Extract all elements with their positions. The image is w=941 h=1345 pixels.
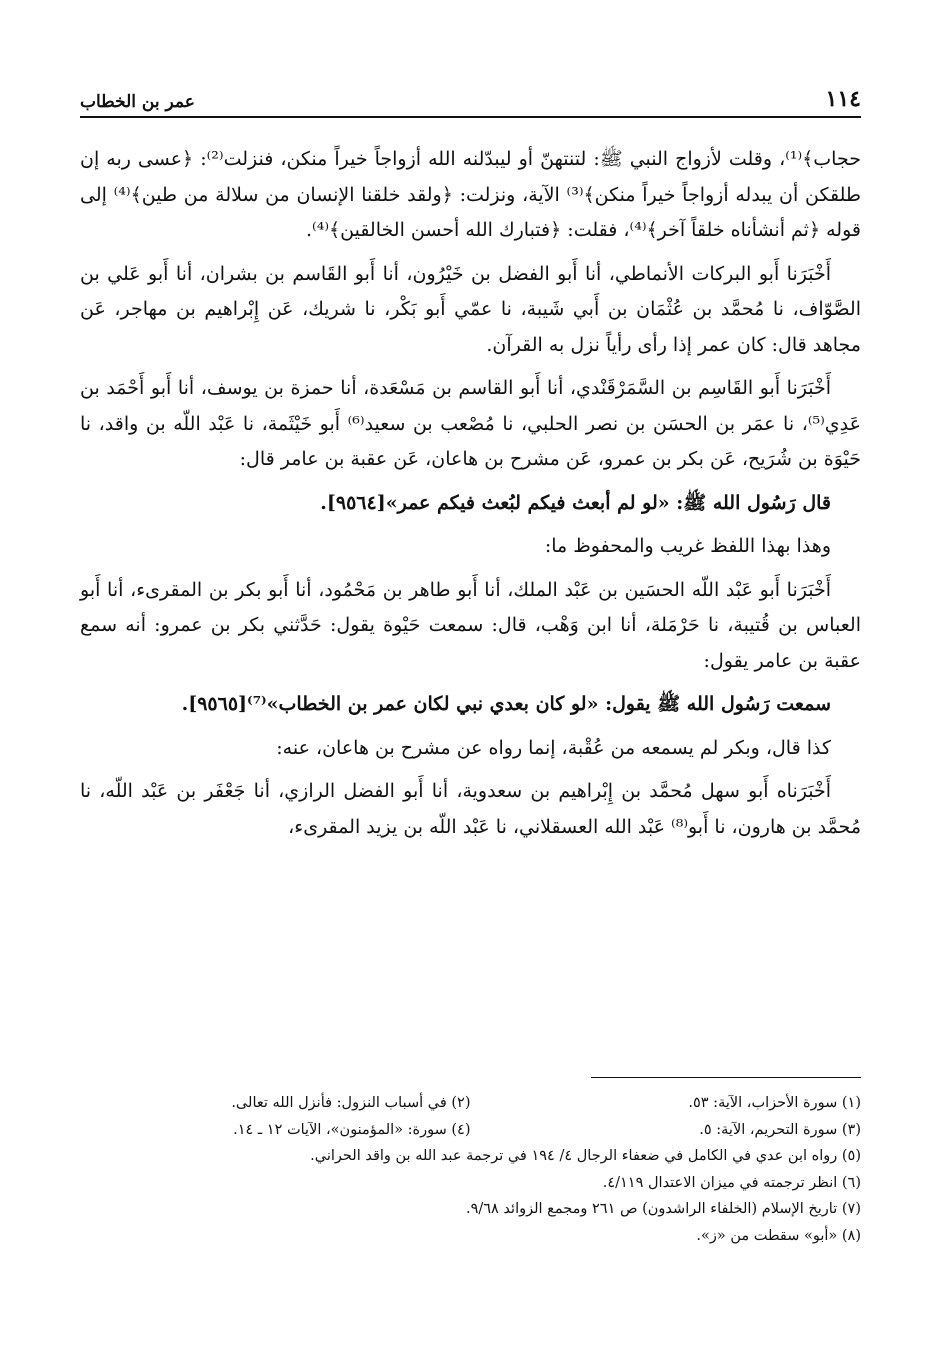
paragraph-1: حجاب﴾⁽¹⁾، وقلت لأزواج النبي ﷺ: لتنتهنّ أو ليبدّلنه الله أزواجاً خيراً منكن، فنزلت⁽²⁾: ﴿عسى ربه إن طلقكن أن يبدله أزواجاً خيراً منكن﴾⁽³⁾ الآية، ونزلت: ﴿ولقد خلقنا الإنسان من سلالة من طين﴾⁽⁴⁾ إلى قوله ﴿ثم أنشأناه خلقاً آخر﴾⁽⁴⁾، فقلت: ﴿فتبارك الله أحسن الخالقين﴾⁽⁴⁾. xyxy=(80,148,861,241)
footnote-2: (٢) في أسباب النزول: فأنزل الله تعالى. xyxy=(231,1095,471,1111)
footnote-3: (٣) سورة التحريم، الآية: ٥. xyxy=(699,1121,861,1138)
footnote-row xyxy=(80,1117,861,1144)
footnote-8: (٨) «أبو» سقطت من «ز». xyxy=(696,1227,861,1244)
footnote-1: (١) سورة الأحزاب، الآية: ٥٣. xyxy=(688,1095,861,1111)
hadith-quote-2: سمعت رَسُول الله ﷺ يقول: «لو كان بعدي نبي لكان عمر بن الخطاب»⁽⁷⁾[٩٥٦٥]. xyxy=(181,693,831,715)
paragraph-8: كذا قال، وبكر لم يسمعه من عُقْبة، إنما رواه عن مشرح بن هاعان، عنه: xyxy=(276,736,831,759)
hadith-quote-1: قال رَسُول الله ﷺ: «لو لم أبعث فيكم لبُعث فيكم عمر»[٩٥٦٤]. xyxy=(320,491,831,514)
running-title: عمر بن الخطاب xyxy=(80,92,195,112)
footnote-5: (٥) رواه ابن عدي في الكامل في ضعفاء الرجال ٤/ ١٩٤ في ترجمة عبد الله بن واقد الحراني. xyxy=(310,1148,861,1164)
footnote-divider xyxy=(591,1077,861,1078)
page-number: ١١٤ xyxy=(825,86,861,112)
paragraph-9: أَخْبَرَناه أَبو سهل مُحمَّد بن إِبْراهيم بن سعدوية، أنا أَبو الفضل الرازي، أنا جَعْفَر بن عَبْد اللّه، نا مُحمَّد بن هارون، نا أَبو⁽⁸⁾ عَبْد الله العسقلاني، نا عَبْد اللّه بن يزيد المقرىء، xyxy=(80,780,861,838)
footnote-6: (٦) انظر ترجمته في ميزان الاعتدال ٤/١١٩. xyxy=(602,1174,861,1191)
page-header xyxy=(80,78,861,118)
paragraph-2: أَخْبَرَنا أَبو البركات الأنماطي، أنا أَبو الفضل بن خَيْرُون، أنا أَبو القَاسم بن بشران، أنا أَبو عَلي بن الصَّوّاف، نا مُحمَّد بن عُثْمَان بن أَبي شَيبة، نا عمّي أَبو بَكْر، نا شريك، عَن إِبْراهيم بن مهاجر، عَن مجاهد قال: كان عمر إذا رأى رأياً نزل به القرآن. xyxy=(80,262,861,356)
main-text xyxy=(80,142,861,853)
footnote-7: (٧) تاريخ الإسلام (الخلفاء الراشدون) ص ٢٦١ ومجمع الزوائد ٩/٦٨. xyxy=(465,1201,861,1217)
paragraph-6: أَخْبَرَنا أَبو عَبْد اللّه الحسَين بن عَبْد الملك، أنا أَبو طاهر بن مَحْمُود، أنا أَبو بكر بن المقرىء، أنا أَبو العباس بن قُتيبة، نا حَرْمَلة، أنا ابن وَهْب، قال: سمعت حَيْوة يقول: حَدَّثني بكر بن عمرو: أنه سمع عقبة بن عامر يقول: xyxy=(80,578,861,672)
footnote-row xyxy=(80,1090,861,1117)
paragraph-5: وهذا بهذا اللفظ غريب والمحفوظ ما: xyxy=(544,535,831,557)
footnotes xyxy=(80,1090,861,1249)
paragraph-3: أَخْبَرَنا أَبو القَاسِم بن السَّمَرْقَنْدي، أنا أَبو القاسم بن مَسْعَدة، أنا حمزة بن يوسف، أنا أَبو أَحْمَد بن عَدِي⁽⁵⁾، نا عمَر بن الحسَن بن نصر الحلبي، نا مُصْعب بن سعيد⁽⁶⁾ أَبو خَيْثَمة، نا عَبْد اللّه بن واقد، نا حَيْوَة بن شُرَيح، عَن بكر بن عمرو، عَن مشرح بن هاعان، عَن عقبة بن عامر قال: xyxy=(80,377,861,470)
footnote-4: (٤) سورة: «المؤمنون»، الآيات ١٢ ـ ١٤. xyxy=(233,1121,471,1138)
